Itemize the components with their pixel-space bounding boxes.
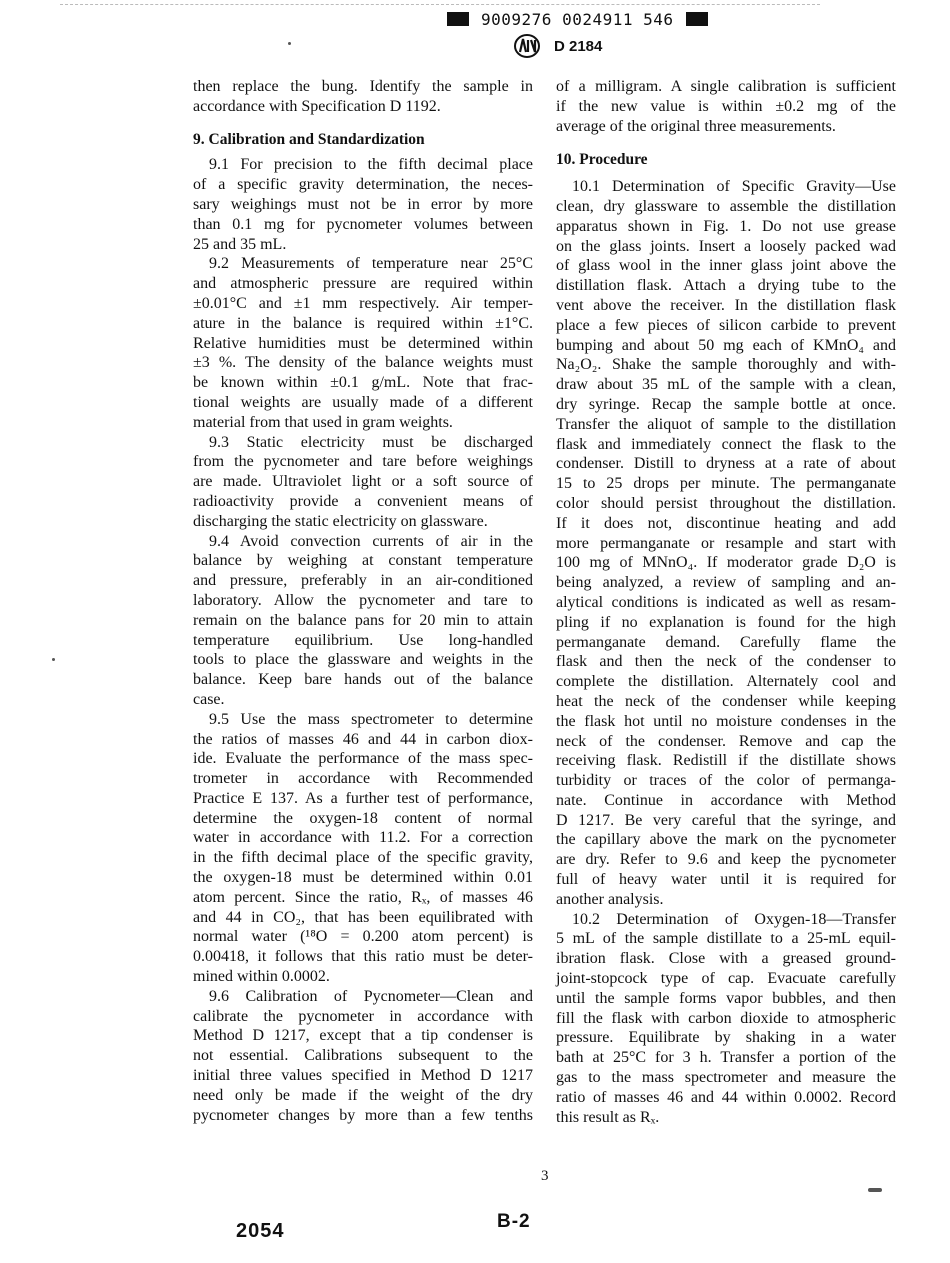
text-line: draw about 35 mL of the sample with a clean, xyxy=(556,376,896,394)
text-line: alytical conditions is indicated as well as resam- xyxy=(556,593,896,611)
text-line: Relative humidities must be determined within xyxy=(193,334,533,352)
text-line: from the pycnometer and tare before weighings xyxy=(193,453,533,471)
text-line: permanganate demand. Carefully flame the xyxy=(556,633,896,651)
text-line: and atmospheric pressure are required within xyxy=(193,275,533,293)
scan-speck xyxy=(868,1188,882,1192)
section-code: B-2 xyxy=(497,1211,531,1232)
text-line: 15 to 25 drops per minute. The permanganate xyxy=(556,475,896,493)
astm-logo-icon xyxy=(514,34,540,58)
text-line: of a milligram. A single calibration is sufficient xyxy=(556,78,896,95)
text-line: normal water (¹⁸O = 0.200 atom percent) is xyxy=(193,928,533,946)
paragraph xyxy=(193,532,533,710)
paragraph xyxy=(193,710,533,987)
text-line: joint-stopcock type of cap. Evacuate carefully xyxy=(556,970,896,988)
paragraph xyxy=(193,254,533,432)
text-line: neck of the condenser. Remove and cap the xyxy=(556,732,896,750)
text-line: ide. Evaluate the performance of the mass spec- xyxy=(193,750,533,768)
text-line: fill the flask with carbon dioxide to atmospheric xyxy=(556,1009,896,1027)
paragraph xyxy=(556,177,896,909)
text-line: 9.5 Use the mass spectrometer to determine xyxy=(209,710,533,728)
text-line: 25 and 35 mL. xyxy=(193,235,287,253)
page-number: 3 xyxy=(541,1168,549,1184)
text-line: sary weighings must not be in error by more xyxy=(193,195,533,213)
text-line: Transfer the aliquot of sample to the distillation xyxy=(556,415,896,433)
designation-number: D 2184 xyxy=(554,37,603,55)
text-line: 9.1 For precision to the fifth decimal place xyxy=(209,156,533,174)
text-line: then replace the bung. Identify the sample in xyxy=(193,78,533,95)
text-line: discharging the static electricity on glassware. xyxy=(193,512,488,530)
text-line: calibrate the pycnometer in accordance with xyxy=(193,1007,533,1025)
text-line: 100 mg of MNnO₄. If moderator grade D₂O is xyxy=(556,554,896,572)
section-heading: 10. Procedure xyxy=(556,151,648,169)
text-line: are made. Ultraviolet light or a soft source of xyxy=(193,473,533,491)
text-line: water in accordance with 11.2. For a correction xyxy=(193,829,533,847)
text-line: 5 mL of the sample distillate to a 25-mL equil- xyxy=(556,930,896,948)
text-line: of a specific gravity determination, the neces- xyxy=(193,176,533,194)
text-line: more permanganate or resample and start with xyxy=(556,534,896,552)
text-line: full of heavy water until it is required for xyxy=(556,871,896,889)
scan-speck xyxy=(288,42,291,45)
text-line: 9.6 Calibration of Pycnometer—Clean and xyxy=(209,987,533,1005)
text-line: apparatus shown in Fig. 1. Do not use grease xyxy=(556,217,896,235)
text-line: flask and then the neck of the condenser to xyxy=(556,653,896,671)
text-line: laboratory. Allow the pycnometer and tare to xyxy=(193,591,533,609)
text-line: the ratios of masses 46 and 44 in carbon diox- xyxy=(193,730,533,748)
text-line: tools to place the glassware and weights in the xyxy=(193,651,533,669)
text-line: in the fifth decimal place of the specific gravity, xyxy=(193,849,533,867)
section-heading: 9. Calibration and Standardization xyxy=(193,130,425,148)
text-line: ±0.01°C and ±1 mm respectively. Air temper- xyxy=(193,294,533,312)
text-line: if the new value is within ±0.2 mg of the xyxy=(556,97,896,115)
text-line: than 0.1 mg for pycnometer volumes between xyxy=(193,215,533,233)
text-line: ratio of masses 46 and 44 within 0.0002. Record xyxy=(556,1088,896,1106)
text-line: bath at 25°C for 3 h. Transfer a portion of the xyxy=(556,1049,896,1067)
text-line: clean, dry glassware to assemble the distillation xyxy=(556,197,896,215)
text-line: being analyzed, a review of sampling and an- xyxy=(556,574,896,592)
text-line: remain on the balance pans for 20 min to attain xyxy=(193,611,533,629)
text-line: D 1217. Be very careful that the syringe, and xyxy=(556,811,896,829)
text-line: 10.1 Determination of Specific Gravity—Use xyxy=(572,178,896,196)
paragraph xyxy=(556,77,896,136)
text-line: ±3 %. The density of the balance weights must xyxy=(193,354,533,372)
text-line: balance. Keep bare hands out of the balance xyxy=(193,671,533,689)
text-line: of glass wool in the inner glass joint above the xyxy=(556,257,896,275)
text-line: radioactivity provide a convenient means of xyxy=(193,492,533,510)
text-line: not essential. Calibrations subsequent to the xyxy=(193,1047,533,1065)
text-line: atom percent. Since the ratio, Rₓ, of masses 46 xyxy=(193,888,533,906)
text-line: distillation flask. Attach a drying tube to the xyxy=(556,277,896,295)
text-line: 10.2 Determination of Oxygen-18—Transfer xyxy=(572,910,896,928)
text-line: the capillary above the mark on the pycnometer xyxy=(556,831,896,849)
text-line: pressure. Equilibrate by shaking in a water xyxy=(556,1029,896,1047)
text-line: heat the neck of the condenser while keeping xyxy=(556,692,896,710)
text-line: the flask hot until no moisture condenses in the xyxy=(556,712,896,730)
text-line: and pressure, preferably in an air-conditioned xyxy=(193,572,533,590)
text-line: If it does not, discontinue heating and add xyxy=(556,514,896,532)
text-line: turbidity or traces of the color of permanga- xyxy=(556,772,896,790)
text-line: average of the original three measurements. xyxy=(556,117,836,135)
black-marker-right xyxy=(686,12,708,26)
text-line: complete the distillation. Alternately cool and xyxy=(556,673,896,691)
text-line: accordance with Specification D 1192. xyxy=(193,97,441,115)
text-line: another analysis. xyxy=(556,890,664,908)
text-line: 9.4 Avoid convection currents of air in the xyxy=(209,532,533,550)
text-line: bumping and about 50 mg each of KMnO₄ and xyxy=(556,336,896,354)
text-line: color should persist throughout the distillation. xyxy=(556,494,896,512)
text-line: pling if no explanation is found for the high xyxy=(556,613,896,631)
text-line: ibration flask. Close with a greased ground- xyxy=(556,950,896,968)
right-column xyxy=(556,77,896,1127)
text-line: Method D 1217, except that a tip condenser is xyxy=(193,1027,533,1045)
scan-artifact-line xyxy=(60,4,820,5)
text-line: place a few pieces of silicon carbide to prevent xyxy=(556,316,896,334)
text-line: are dry. Refer to 9.6 and keep the pycnometer xyxy=(556,851,896,869)
text-line: temperature equilibrium. Use long-handled xyxy=(193,631,533,649)
barcode-header xyxy=(447,9,708,29)
text-line: tional weights are usually made of a different xyxy=(193,393,533,411)
text-line: trometer in accordance with Recommended xyxy=(193,770,533,788)
black-marker-left xyxy=(447,12,469,26)
text-line: 0.00418, it follows that this ratio must be deter- xyxy=(193,948,533,966)
text-line: vent above the receiver. In the distillation flask xyxy=(556,296,896,314)
paragraph xyxy=(193,155,533,254)
text-line: determine the oxygen-18 content of normal xyxy=(193,809,533,827)
left-column xyxy=(193,77,533,1125)
text-line: nate. Continue in accordance with Method xyxy=(556,791,896,809)
barcode-number: 9009276 0024911 546 xyxy=(481,9,674,29)
text-line: and 44 in CO₂, that has been equilibrated with xyxy=(193,908,533,926)
text-line: initial three values specified in Method D 1217 xyxy=(193,1067,533,1085)
text-line: pycnometer changes by more than a few tenths xyxy=(193,1106,533,1124)
text-line: be known within ±0.1 g/mL. Note that frac- xyxy=(193,374,533,392)
text-line: 9.2 Measurements of temperature near 25°C xyxy=(209,255,533,273)
text-line: need only be made if the weight of the dry xyxy=(193,1086,533,1104)
text-line: balance by weighing at constant temperature xyxy=(193,552,533,570)
text-line: material from that used in gram weights. xyxy=(193,413,453,431)
text-line: 9.3 Static electricity must be discharged xyxy=(209,433,533,451)
paragraph xyxy=(556,910,896,1128)
standard-designation xyxy=(514,34,602,58)
paragraph xyxy=(193,987,533,1126)
paragraph xyxy=(193,433,533,532)
text-line: until the sample forms vapor bubbles, and then xyxy=(556,989,896,1007)
text-line: Na₂O₂. Shake the sample thoroughly and with- xyxy=(556,356,896,374)
text-line: condenser. Distill to dryness at a rate of about xyxy=(556,455,896,473)
handwritten-number: 2054 xyxy=(236,1220,285,1242)
text-line: Practice E 137. As a further test of performance, xyxy=(193,789,533,807)
scan-speck xyxy=(52,658,55,661)
text-line: receiving flask. Redistill if the distillate shows xyxy=(556,752,896,770)
text-line: case. xyxy=(193,690,225,708)
text-line: this result as Rₓ. xyxy=(556,1108,660,1126)
text-line: dry syringe. Recap the sample bottle at once. xyxy=(556,395,896,413)
text-line: gas to the mass spectrometer and measure the xyxy=(556,1069,896,1087)
text-line: ature in the balance is required within ±1°C. xyxy=(193,314,533,332)
text-line: flask and immediately connect the flask to the xyxy=(556,435,896,453)
text-line: mined within 0.0002. xyxy=(193,968,330,986)
text-line: on the glass joints. Insert a loosely packed wad xyxy=(556,237,896,255)
text-line: the oxygen-18 must be determined within 0.01 xyxy=(193,869,533,887)
paragraph xyxy=(193,77,533,117)
